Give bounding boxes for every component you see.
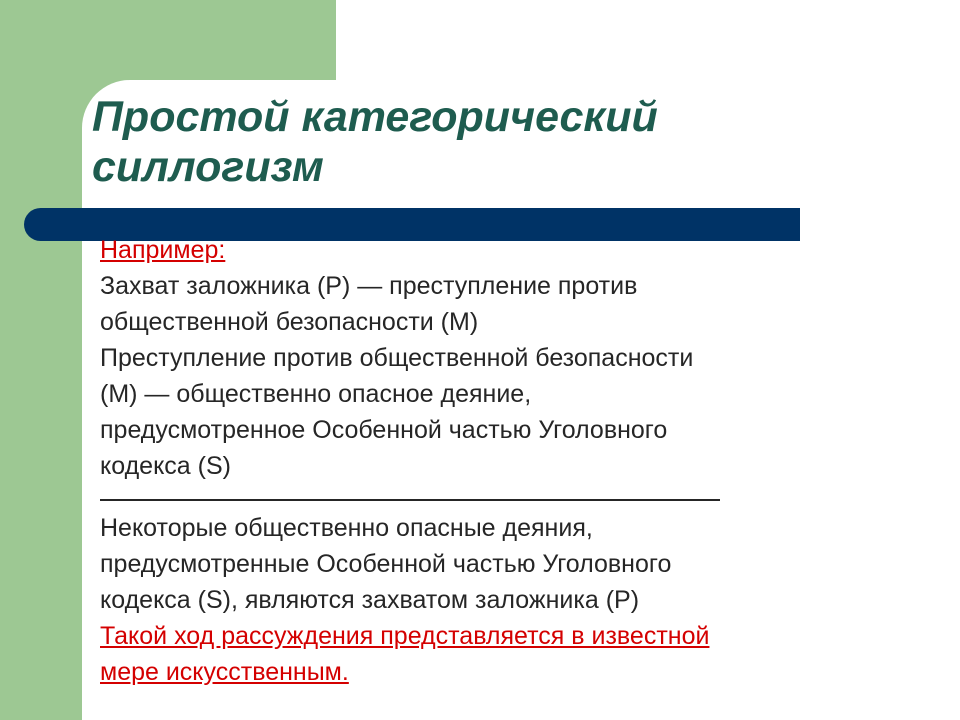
major-premise-line-1: Захват заложника (Р) — преступление против <box>100 272 638 300</box>
minor-premise-line-4: кодекса (S) <box>100 452 231 480</box>
slide-title <box>92 92 792 192</box>
major-premise-line-2: общественной безопасности (М) <box>100 308 479 336</box>
remark-line-1: Такой ход рассуждения представляется в известной <box>100 622 710 650</box>
syllogism-divider-line <box>100 499 720 501</box>
minor-premise-line-3: предусмотренное Особенной частью Уголовного <box>100 416 668 444</box>
slide-title-line-1: Простой категорический <box>92 93 658 141</box>
slide-body <box>100 232 940 690</box>
conclusion-line-3: кодекса (S), являются захватом заложника (Р) <box>100 586 640 614</box>
minor-premise-line-1: Преступление против общественной безопасности <box>100 344 694 372</box>
slide-title-line-2: силлогизм <box>92 143 324 191</box>
example-label: Например: <box>100 236 226 264</box>
conclusion-line-2: предусмотренные Особенной частью Уголовного <box>100 550 672 578</box>
conclusion-line-1: Некоторые общественно опасные деяния, <box>100 514 593 542</box>
remark-line-2: мере искусственным. <box>100 658 349 686</box>
minor-premise-line-2: (М) — общественно опасное деяние, <box>100 380 532 408</box>
